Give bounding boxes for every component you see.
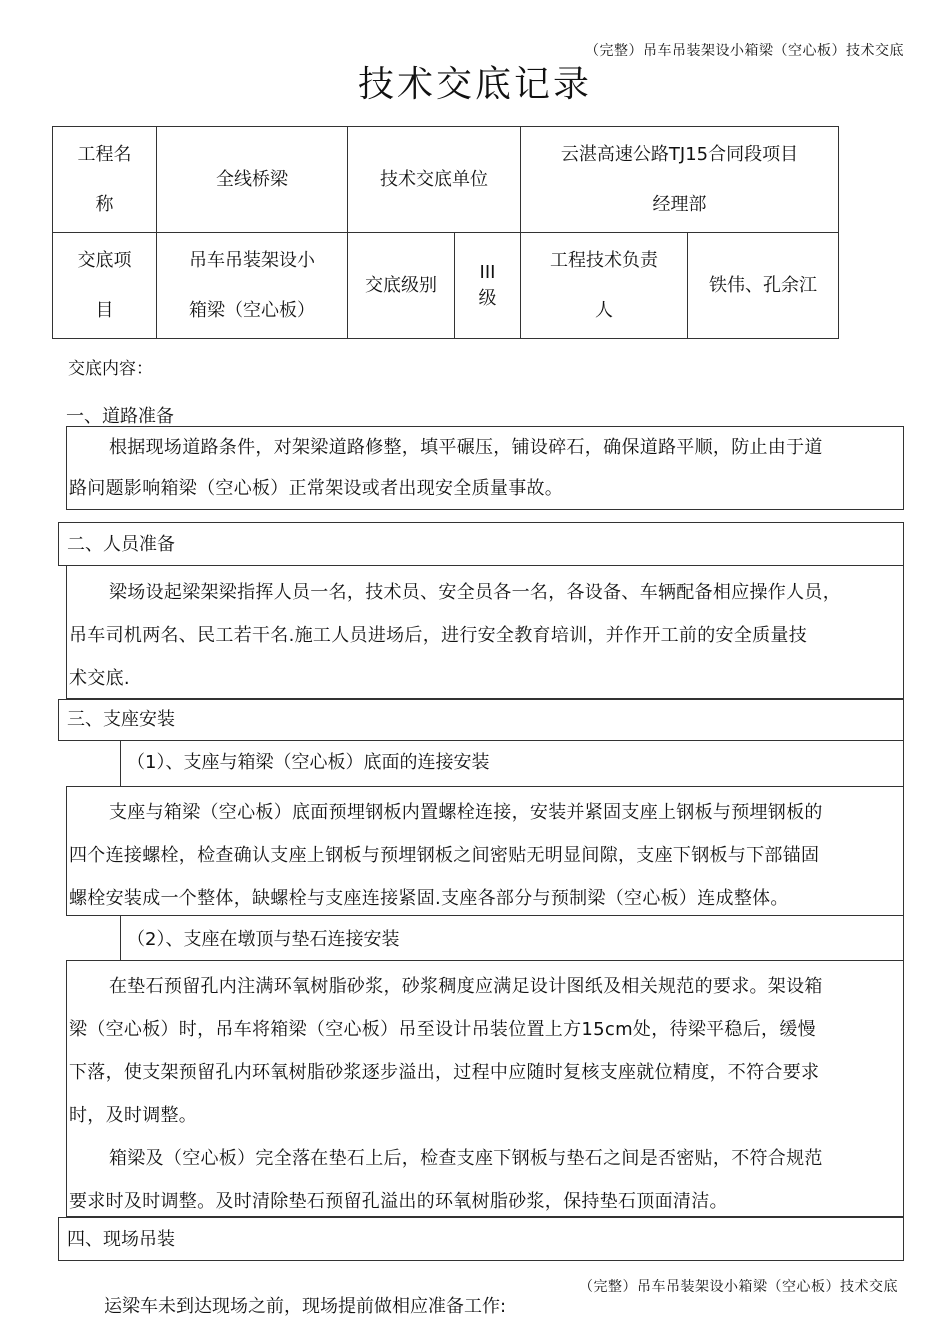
cell-line: 工程技术负责	[550, 249, 658, 271]
table-row	[53, 127, 839, 233]
paragraph-line: 梁（空心板）时，吊车将箱梁（空心板）吊至设计吊装位置上方15cm处，待梁平稳后，缓慢	[69, 1019, 816, 1040]
section-4-first-line: 运梁车未到达现场之前，现场提前做相应准备工作:	[104, 1296, 507, 1317]
item-value	[157, 233, 348, 339]
cell-line: 工程名	[77, 143, 132, 165]
section-4-title: 四、现场吊装	[67, 1229, 175, 1250]
section-1-box	[66, 426, 904, 510]
cell-line: 箱梁（空心板）	[189, 299, 315, 321]
subsection-2-title-box	[120, 916, 904, 960]
subsection-2-box	[66, 960, 904, 1217]
cell-line: 交底项	[77, 249, 132, 271]
subsection-1-title: （1）、支座与箱梁（空心板）底面的连接安装	[127, 752, 490, 773]
cell-line: 人	[595, 299, 613, 321]
paragraph-line: 吊车司机两名、民工若干名.施工人员进场后，进行安全教育培训，并作开工前的安全质量技	[69, 625, 808, 646]
section-3-title-box	[58, 699, 904, 741]
paragraph-line: 下落，使支架预留孔内环氧树脂砂浆逐步溢出，过程中应随时复核支座就位精度，不符合要求	[69, 1062, 820, 1083]
tech-lead-label	[521, 233, 688, 339]
item-label	[53, 233, 157, 339]
level-value	[455, 233, 521, 339]
project-name-label	[53, 127, 157, 233]
cell-line: 吊车吊装架设小	[189, 249, 315, 271]
cell-line: III	[479, 261, 496, 283]
page-header-note: （完整）吊车吊装架设小箱梁（空心板）技术交底	[585, 43, 904, 59]
cell-line: 称	[95, 193, 114, 215]
paragraph-line: 箱梁及（空心板）完全落在垫石上后，检查支座下钢板与垫石之间是否密贴，不符合规范	[109, 1148, 823, 1169]
unit-label: 技术交底单位	[348, 127, 521, 233]
cell-line: 经理部	[652, 193, 707, 215]
paragraph-line: 在垫石预留孔内注满环氧树脂砂浆，砂浆稠度应满足设计图纸及相关规范的要求。架设箱	[109, 976, 823, 997]
paragraph-line: 路问题影响箱梁（空心板）正常架设或者出现安全质量事故。	[69, 478, 564, 499]
section-2-box	[66, 565, 904, 699]
subsection-1-box	[66, 786, 904, 916]
cell-line: 级	[478, 287, 497, 309]
subsection-2-title: （2）、支座在墩顶与垫石连接安装	[127, 929, 400, 950]
document-title: 技术交底记录	[357, 64, 592, 105]
page-footer-note: （完整）吊车吊装架设小箱梁（空心板）技术交底	[579, 1279, 898, 1295]
paragraph-line: 螺栓安装成一个整体，缺螺栓与支座连接紧固.支座各部分与预制梁（空心板）连成整体。	[69, 888, 789, 909]
paragraph-line: 四个连接螺栓，检查确认支座上钢板与预埋钢板之间密贴无明显间隙，支座下钢板与下部锚固	[69, 845, 820, 866]
paragraph-line: 时，及时调整。	[69, 1105, 198, 1126]
section-2-title: 二、人员准备	[67, 534, 175, 555]
paragraph-line: 梁场设起梁架梁指挥人员一名，技术员、安全员各一名，各设备、车辆配备相应操作人员，	[109, 582, 841, 603]
section-1-title: 一、道路准备	[66, 406, 174, 427]
tech-lead-value: 铁伟、孔余江	[688, 233, 839, 339]
paragraph-line: 术交底.	[69, 668, 130, 689]
unit-value	[521, 127, 839, 233]
section-4-title-box	[58, 1217, 904, 1261]
project-name-value: 全线桥梁	[157, 127, 348, 233]
intro-label: 交底内容：	[68, 359, 153, 379]
cell-line: 云湛高速公路TJ15合同段项目	[560, 143, 799, 165]
paragraph-line: 根据现场道路条件，对架梁道路修整，填平碾压，铺设碎石，确保道路平顺，防止由于道	[109, 437, 823, 458]
paragraph-line: 要求时及时调整。及时清除垫石预留孔溢出的环氧树脂砂浆，保持垫石顶面清洁。	[69, 1191, 728, 1212]
level-label: 交底级别	[348, 233, 455, 339]
subsection-1-title-box	[120, 740, 904, 786]
section-2-title-box	[58, 522, 904, 566]
info-table	[52, 126, 839, 339]
cell-line: 目	[95, 299, 114, 321]
table-row	[53, 233, 839, 339]
paragraph-line: 支座与箱梁（空心板）底面预埋钢板内置螺栓连接，安装并紧固支座上钢板与预埋钢板的	[109, 802, 823, 823]
section-3-title: 三、支座安装	[67, 709, 175, 730]
